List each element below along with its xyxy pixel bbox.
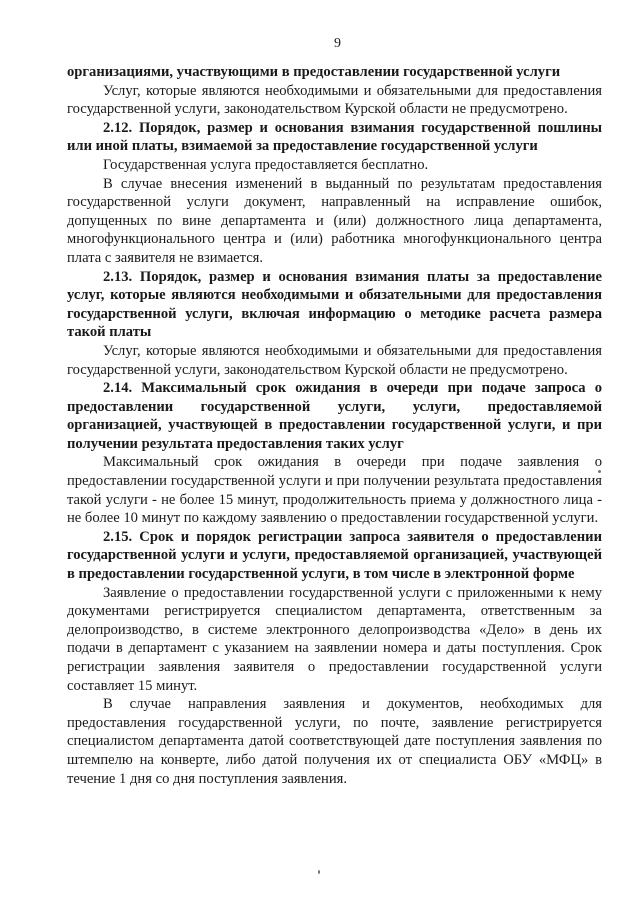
body-paragraph: В случае направления заявления и документов, необходимых для предоставления государственной услуги, по почте, заявление регистрируется специалистом департамента датой соответствующей дате поступления заявления по штемпелю на конверте, либо датой получения их от специалиста ОБУ «МФЦ» в течение 1 дня со дня поступления заявления. bbox=[67, 696, 602, 787]
body-paragraph: В случае внесения изменений в выданный по результатам предоставления государственной услуги документ, направленный на исправление ошибок, допущенных по вине департамента и (или) должностного лица департамента, многофункционального центра и (или) работника многофункционального центра плата с заявителя не взимается. bbox=[67, 175, 602, 266]
section-heading: организациями, участвующими в предоставлении государственной услуги bbox=[67, 64, 561, 80]
section-heading: 2.14. Максимальный срок ожидания в очереди при подаче запроса о предоставлении государственной услуги, услуги, предоставляемой организацией, участвующей в предоставлении государственной услуги, и при получении результата предоставления таких услуг bbox=[67, 380, 602, 452]
scan-speck bbox=[318, 870, 320, 874]
scan-speck bbox=[598, 470, 601, 473]
body-paragraph: Услуг, которые являются необходимыми и обязательными для предоставления государственной услуги, законодательством Курской области не предусмотрено. bbox=[67, 342, 602, 378]
section-heading: 2.15. Срок и порядок регистрации запроса заявителя о предоставлении государственной услуги и услуги, предоставляемой организацией, участвующей в предоставлении государственной услуги, в том числе в электронной форме bbox=[67, 528, 602, 583]
section-heading: 2.12. Порядок, размер и основания взимания государственной пошлины или иной платы, взимаемой за предоставление государственной услуги bbox=[67, 119, 602, 155]
body-paragraph: Услуг, которые являются необходимыми и обязательными для предоставления государственной услуги, законодательством Курской области не предусмотрено. bbox=[67, 82, 602, 118]
page-number: 9 bbox=[334, 36, 341, 51]
body-paragraph: Максимальный срок ожидания в очереди при подаче заявления о предоставлении государственной услуги и при получении результата предоставления такой услуги - не более 15 минут, продолжительность приема у должностного лица - не более 10 минут по каждому заявлению о предоставлении государственной услуги. bbox=[67, 454, 602, 527]
document-body bbox=[67, 63, 602, 788]
body-paragraph: Заявление о предоставлении государственной услуги с приложенными к нему документами регистрируется специалистом департамента, ответственным за делопроизводство, в системе электронного делопроизводства «Дело» в день их подачи в департамент с указанием на заявлении номера и даты поступления. Срок регистрации заявления заявителя о предоставлении государственной услуги составляет 15 минут. bbox=[67, 584, 602, 694]
body-paragraph: Государственная услуга предоставляется бесплатно. bbox=[103, 156, 429, 173]
section-heading: 2.13. Порядок, размер и основания взимания платы за предоставление услуг, которые являются необходимыми и обязательными для предоставления государственной услуги, включая информацию о методике расчета размера такой платы bbox=[67, 268, 602, 341]
